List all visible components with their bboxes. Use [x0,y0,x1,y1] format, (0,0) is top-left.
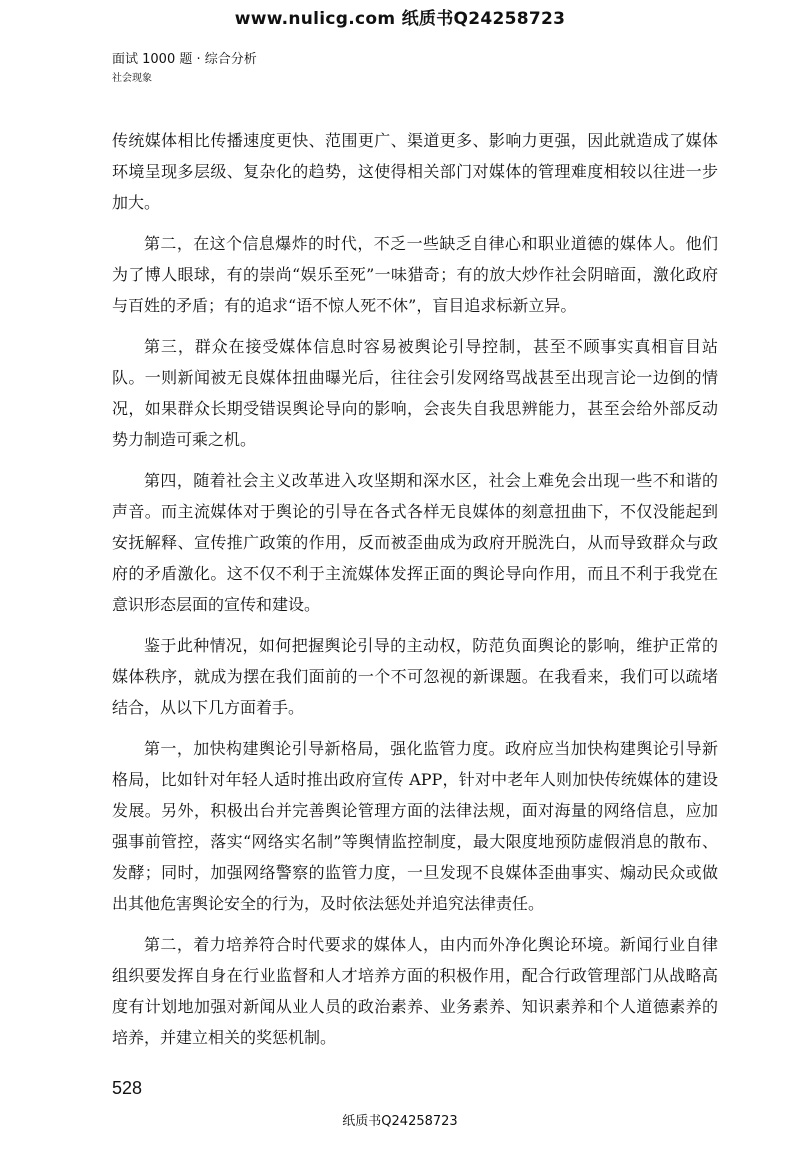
watermark-top: www.nulicg.com 纸质书Q24258723 [234,9,566,29]
paragraph-continuation: 传统媒体相比传播速度更快、范围更广、渠道更多、影响力更强，因此就造成了媒体环境呈现多层级、复杂化的趋势，这使得相关部门对媒体的管理难度相较以往进一步加大。 [112,131,718,212]
paragraph-point-second: 第二，在这个信息爆炸的时代，不乏一些缺乏自律心和职业道德的媒体人。他们为了博人眼球，有的崇尚“娱乐至死”一味猎奇；有的放大炒作社会阴暗面，激化政府与百姓的矛盾；有的追求“语不惊人死不休”，盲目追求标新立异。 [112,234,718,315]
paragraph-measure-second: 第二，着力培养符合时代要求的媒体人，由内而外净化舆论环境。新闻行业自律组织要发挥自身在行业监督和人才培养方面的积极作用，配合行政管理部门从战略高度有计划地加强对新闻从业人员的政治素养、业务素养、知识素养和个人道德素养的培养，并建立相关的奖惩机制。 [112,935,718,1047]
paragraph-point-third: 第三，群众在接受媒体信息时容易被舆论引导控制，甚至不顾事实真相盲目站队。一则新闻被无良媒体扭曲曝光后，往往会引发网络骂战甚至出现言论一边倒的情况，如果群众长期受错误舆论导向的影响，会丧失自我思辨能力，甚至会给外部反动势力制造可乘之机。 [112,337,718,449]
paragraph-transition: 鉴于此种情况，如何把握舆论引导的主动权，防范负面舆论的影响，维护正常的媒体秩序，就成为摆在我们面前的一个不可忽视的新课题。在我看来，我们可以疏堵结合，从以下几方面着手。 [112,636,718,717]
paragraph-measure-first: 第一，加快构建舆论引导新格局，强化监管力度。政府应当加快构建舆论引导新格局，比如针对年轻人适时推出政府宣传 APP，针对中老年人则加快传统媒体的建设发展。另外，积极出台并完善舆论管理方面的法律法规，面对海量的网络信息，应加强事前管控，落实“网络实名制”等舆情监控制度，最大限度地预防虚假消息的散布、发酵；同时，加强网络警察的监管力度，一旦发现不良媒体歪曲事实、煽动民众或做出其他危害舆论安全的行为，及时依法惩处并追究法律责任。 [112,739,718,913]
page-number: 528 [112,1078,143,1098]
book-title: 面试 1000 题 · 综合分析 [112,52,257,67]
watermark-bottom: 纸质书Q24258723 [342,1114,458,1129]
running-head [112,50,257,88]
paragraph-point-fourth: 第四，随着社会主义改革进入攻坚期和深水区，社会上难免会出现一些不和谐的声音。而主流媒体对于舆论的引导在各式各样无良媒体的刻意扭曲下，不仅没能起到安抚解释、宣传推广政策的作用，反而被歪曲成为政府开脱洗白，从而导致群众与政府的矛盾激化。这不仅不利于主流媒体发挥正面的舆论导向作用，而且不利于我党在意识形态层面的宣传和建设。 [112,471,718,614]
body-text [112,125,718,1063]
section-title: 社会现象 [112,73,152,84]
